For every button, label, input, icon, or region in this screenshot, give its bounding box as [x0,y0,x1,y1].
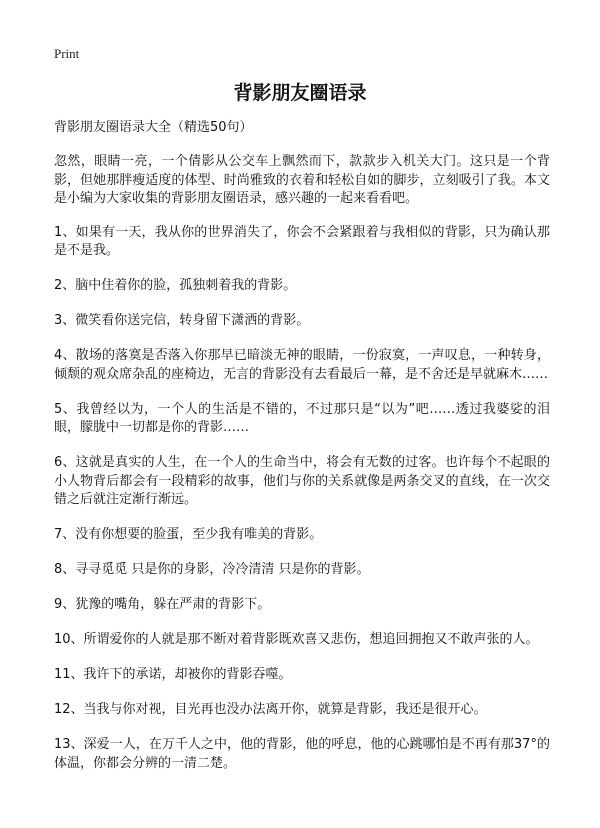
quote-text: 3、微笑看你送完信，转身留下潇洒的背影。 [54,313,310,328]
quote-text: 13、深爱一人，在万千人之中，他的背影，他的呼息，他的心跳哪怕是不再有那37°的体温，你都会分辨的一清二楚。 [54,737,550,771]
quote-item [54,561,550,580]
quote-text: 11、我许下的承诺，却被你的背影吞噬。 [54,667,292,682]
quote-text: 8、寻寻觅觅 只是你的身影，冷冷清清 只是你的背影。 [54,562,370,577]
quote-item [54,666,550,685]
quote-text: 6、这就是真实的人生，在一个人的生命当中，将会有无数的过客。也许每个不起眼的小人物背后都会有一段精彩的故事，他们与你的关系就像是两条交叉的直线，在一次交错之后就注定渐行渐远。 [54,455,550,507]
quote-text: 1、如果有一天，我从你的世界消失了，你会不会紧跟着与我相似的背影，只为确认那是不是我。 [54,224,550,258]
print-link[interactable]: Print [54,46,80,61]
quote-text: 10、所谓爱你的人就是那不断对着背影既欢喜又悲伤，想追回拥抱又不敢声张的人。 [54,632,539,647]
quote-item [54,401,550,438]
quote-item [54,631,550,650]
article-subtitle: 背影朋友圈语录大全（精选50句） [54,120,253,135]
page-title: 背影朋友圈语录 [233,82,367,104]
quote-text: 2、脑中住着你的脸，孤独刺着我的背影。 [54,278,297,293]
quote-item [54,596,550,615]
article-intro: 忽然，眼睛一亮，一个倩影从公交车上飘然而下，款款步入机关大门。这只是一个背影，但她那胖瘦适度的体型、时尚雅致的衣着和轻松自如的脚步，立刻吸引了我。本文是小编为大家收集的背影朋友圈语录，感兴趣的一起来看看吧。 [54,154,550,206]
quote-item [54,224,550,261]
quote-item [54,312,550,331]
quote-item [54,347,550,384]
quote-item [54,701,550,720]
quote-text: 12、当我与你对视，目光再也没办法离开你，就算是背影，我还是很开心。 [54,702,487,717]
quote-item [54,277,550,296]
quote-item [54,736,550,773]
quote-item [54,526,550,545]
quote-text: 4、散场的落寞是否落入你那早已暗淡无神的眼睛，一份寂寞，一声叹息，一种转身，倾颓的观众席杂乱的座椅边，无言的背影没有去看最后一幕，是不舍还是早就麻木…… [54,348,550,382]
quote-item [54,454,550,510]
quote-text: 9、犹豫的嘴角，躲在严肃的背影下。 [54,597,271,612]
article-body [54,119,550,790]
quote-text: 7、没有你想要的脸蛋，至少我有唯美的背影。 [54,527,323,542]
quote-text: 5、我曾经以为，一个人的生活是不错的，不过那只是“以为”吧……透过我婆娑的泪眼，朦胧中一切都是你的背影…… [54,401,550,435]
